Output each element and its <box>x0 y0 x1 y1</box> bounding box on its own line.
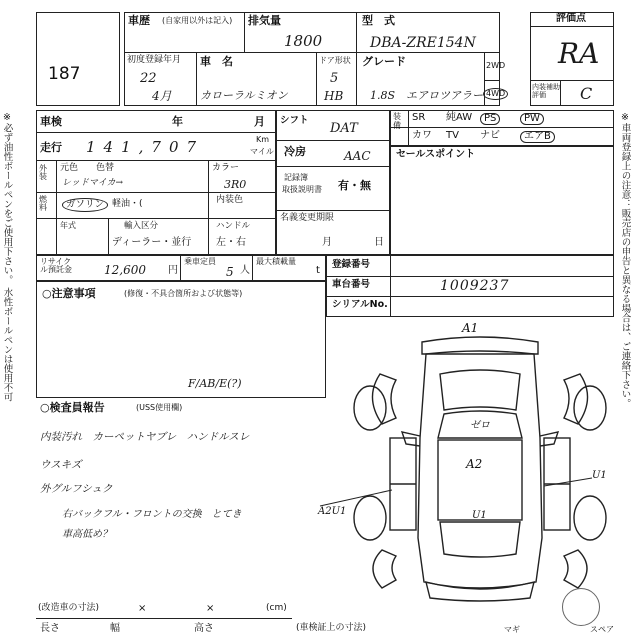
lot-number-box <box>36 12 120 106</box>
import-value: ディーラー・並行 <box>112 237 192 248</box>
inspector-line-3: 外グルフシュク <box>40 483 113 495</box>
diagram-mark-a2u1: A2U1 <box>318 506 347 517</box>
equipment-item: PW <box>520 113 544 125</box>
displacement-value: 1800 <box>284 32 323 50</box>
name-change-day: 日 <box>374 237 384 248</box>
right-side-note: ※車両登録上の注意：販売店の申告と異なる場合は、ご連絡下さい。 <box>619 112 631 408</box>
inspector-line-1: 内装汚れ カーペットヤブレ ハンドルスレ <box>40 431 250 443</box>
first-registration-month: 4月 <box>152 89 172 103</box>
capacity-label: 乗車定員 <box>184 257 216 266</box>
shaken-year-label: 年 <box>172 115 183 128</box>
car-name-value: カローラルミオン <box>200 89 288 102</box>
footer-unit: (cm) <box>266 603 287 613</box>
mile-label: マイル <box>250 147 274 156</box>
serial-number-label: シリアルNo. <box>332 299 388 310</box>
door-label: ドア形状 <box>319 56 351 65</box>
diagram-mark-u1-roof: U1 <box>472 510 487 521</box>
diagram-mark-a2: A2 <box>466 457 483 471</box>
color-number-value: 3R0 <box>224 178 247 191</box>
first-registration-year: 22 <box>140 71 157 86</box>
recycle-unit: 円 <box>168 265 178 276</box>
drive-2wd: 2WD <box>486 61 506 70</box>
shaken-label: 車検 <box>40 115 62 128</box>
car-name-label: 車 名 <box>200 55 233 68</box>
equipment-item: エアB <box>520 131 555 143</box>
inspector-label: ○検査員報告 <box>40 401 105 414</box>
handle-value: 左・右 <box>216 237 246 248</box>
interior-grade-label: 内装補助評価 <box>532 83 560 99</box>
notes-label: ○注意事項 <box>42 287 96 300</box>
grade-label: グレード <box>362 55 406 68</box>
import-label: 輸入区分 <box>124 221 159 231</box>
record-book-label: 記録簿 <box>284 173 308 182</box>
car-history-label: 車歴 <box>128 14 150 27</box>
diagram-mark-a1: A1 <box>462 321 479 335</box>
interior-color-label: 内装色 <box>216 195 244 205</box>
grade-score-label: 評価点 <box>556 13 586 24</box>
model-label: 型 式 <box>362 14 395 27</box>
left-side-note: ※必ず油性ボールペンをご使用下さい。 水性ボールペンは使用不可 <box>1 112 13 402</box>
color-note: レッドマイカ→ <box>62 178 124 188</box>
first-registration-label: 初度登録年月 <box>127 55 182 65</box>
chassis-number-label: 車台番号 <box>332 279 371 290</box>
equipment-item: 純AW <box>446 112 473 123</box>
inspector-sub: (USS使用欄) <box>136 403 183 412</box>
repaint-label: 色替 <box>96 163 115 173</box>
max-load-label: 最大積載量 <box>256 257 296 266</box>
km-label: Km <box>256 135 270 144</box>
equipment-item: SR <box>412 112 426 123</box>
footer-length-label: 長さ <box>40 623 60 634</box>
model-value: DBA-ZRE154N <box>370 35 476 51</box>
drive-4wd: 4WD <box>483 88 508 100</box>
sales-point-label: セールスポイント <box>396 149 476 160</box>
recycle-label: リサイクル預託金 <box>40 257 72 274</box>
notes-signature: F/AB/E(?) <box>188 377 242 390</box>
diagram-mark-zero: ゼロ <box>470 420 490 431</box>
equipment-item: ナビ <box>480 130 500 141</box>
equipment-item: PS <box>480 113 500 125</box>
name-change-label: 名義変更期限 <box>280 213 335 223</box>
footer-x-1: × <box>138 603 147 614</box>
capacity-unit: 人 <box>240 265 250 276</box>
footer-reg-note: (車検証上の寸法) <box>296 623 367 633</box>
fuel-label: 燃料 <box>39 195 47 212</box>
modify-label: (改造車の寸法) <box>38 603 100 613</box>
shift-label: シフト <box>280 115 309 126</box>
interior-grade-value: C <box>580 84 593 103</box>
chassis-number-value: 1009237 <box>440 278 510 294</box>
original-color-label: 元色 <box>60 163 79 173</box>
equipment-label: 装備 <box>393 112 401 130</box>
footer-x-2: × <box>206 603 215 614</box>
spare-tire-circle <box>562 588 600 626</box>
record-choices: 有・無 <box>338 179 371 192</box>
inspector-line-5: 車高低め？ <box>62 529 112 540</box>
car-damage-diagram <box>318 318 622 602</box>
car-history-note: (自家用以外は記入) <box>162 16 233 25</box>
equipment-item: カワ <box>412 130 432 141</box>
handle-label: ハンドル <box>216 221 251 231</box>
color-number-label: カラー <box>212 163 240 173</box>
inspector-line-4: 右バックフル・フロントの交換 とてき <box>62 509 242 520</box>
shaken-month-label: 月 <box>254 115 265 128</box>
recycle-value: 12,600 <box>104 263 146 277</box>
mileage-label: 走行 <box>40 141 62 154</box>
capacity-value: 5 <box>226 265 234 279</box>
spare-label: スペア <box>590 625 614 634</box>
displacement-label: 排気量 <box>248 14 281 27</box>
body-value: HB <box>324 89 344 103</box>
max-load-unit: t <box>316 265 320 276</box>
equipment-item: TV <box>446 130 459 141</box>
grade-value: 1.8S エアロツアラー <box>370 89 484 102</box>
fuel-other: 軽油・( <box>112 199 143 209</box>
magi-label: マギ <box>504 625 520 634</box>
footer-width-label: 幅 <box>110 623 120 634</box>
exterior-label: 外装 <box>39 164 47 181</box>
inspector-line-2: ウスキズ <box>40 459 82 471</box>
ac-value: AAC <box>344 149 371 163</box>
year-type-label: 年式 <box>60 221 76 230</box>
registration-number-label: 登録番号 <box>332 259 371 270</box>
diagram-mark-u1-right: U1 <box>592 470 607 481</box>
ac-label: 冷房 <box>284 145 306 158</box>
manual-label: 取扱説明書 <box>282 185 322 194</box>
fuel-value: ガソリン <box>62 198 108 212</box>
mileage-value: 141,707 <box>86 138 205 156</box>
grade-score-value: RA <box>558 37 600 70</box>
shift-value: DAT <box>330 121 358 136</box>
name-change-month: 月 <box>322 237 332 248</box>
lot-number: 187 <box>48 64 81 84</box>
sales-point-box <box>390 146 614 255</box>
door-value: 5 <box>330 71 339 86</box>
footer-height-label: 高さ <box>194 623 214 634</box>
notes-sub: (修復・不具合箇所および状態等) <box>124 289 243 298</box>
